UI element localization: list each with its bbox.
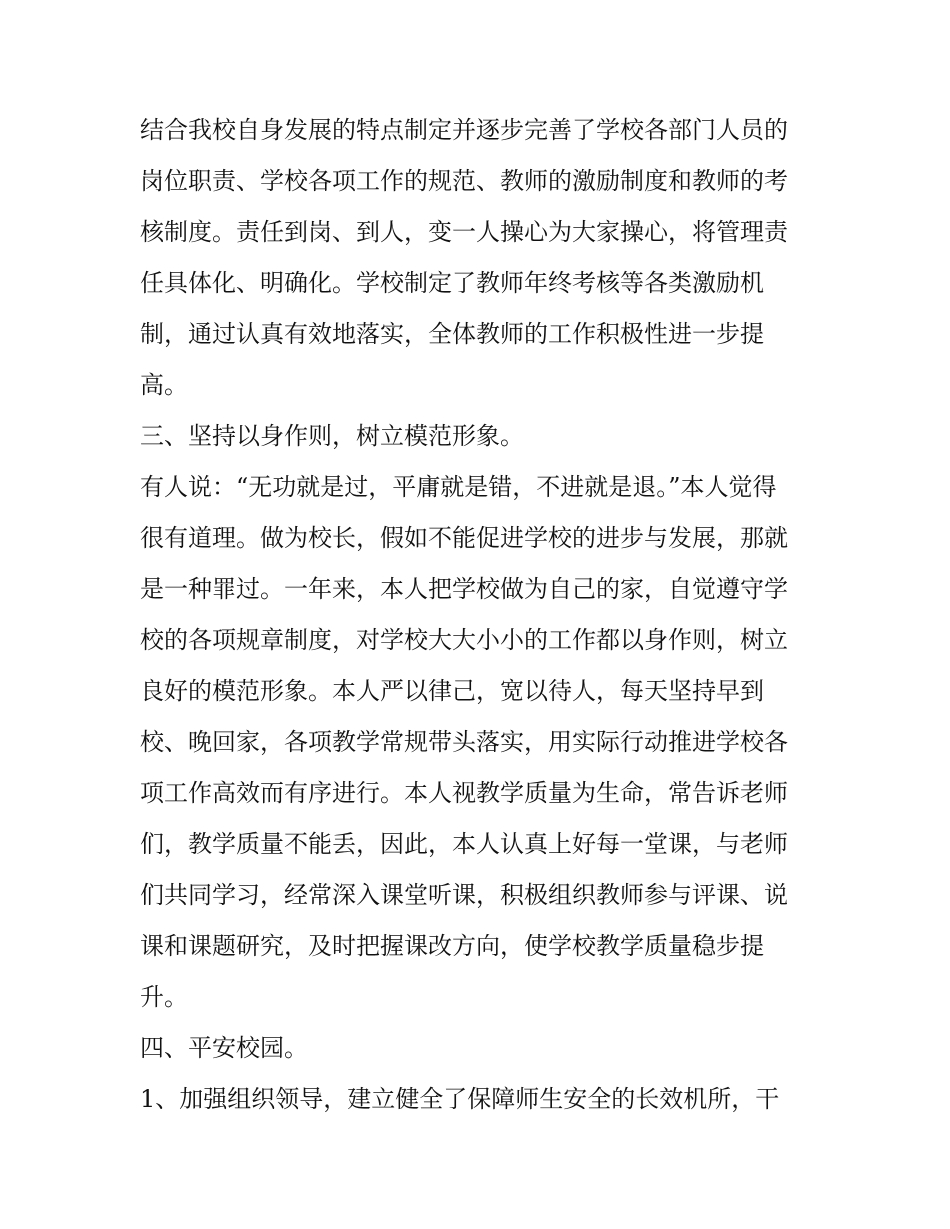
text-line-3: 核制度。责任到岗、到人，变一人操心为大家操心，将管理责 <box>140 218 788 246</box>
text-line-16: 们共同学习，经常深入课堂听课，积极组织教师参与评课、说 <box>140 881 788 909</box>
body-text <box>140 105 820 1125</box>
text-line-13: 校、晚回家，各项教学常规带头落实，用实际行动推进学校各 <box>140 728 788 756</box>
text-line-14: 项工作高效而有序进行。本人视教学质量为生命，常告诉老师 <box>140 779 788 807</box>
text-line-4: 任具体化、明确化。学校制定了教师年终考核等各类激励机 <box>140 269 764 297</box>
text-line-12: 良好的模范形象。本人严以律己，宽以待人，每天坚持早到 <box>140 677 764 705</box>
text-line-18: 升。 <box>140 983 188 1011</box>
text-line-15: 们，教学质量不能丢，因此，本人认真上好每一堂课，与老师 <box>140 830 788 858</box>
text-line-1: 结合我校自身发展的特点制定并逐步完善了学校各部门人员的 <box>140 116 788 144</box>
section-heading-4: 四、平安校园。 <box>140 1034 308 1062</box>
text-line-9: 很有道理。做为校长，假如不能促进学校的进步与发展，那就 <box>140 524 788 552</box>
text-line-8: 有人说：“无功就是过，平庸就是错，不进就是退。”本人觉得 <box>140 473 777 501</box>
section-heading-3: 三、坚持以身作则，树立模范形象。 <box>140 422 524 450</box>
text-line-2: 岗位职责、学校各项工作的规范、教师的激励制度和教师的考 <box>140 167 788 195</box>
text-line-10: 是一种罪过。一年来，本人把学校做为自己的家，自觉遵守学 <box>140 575 788 603</box>
text-line-17: 课和课题研究，及时把握课改方向，使学校教学质量稳步提 <box>140 932 764 960</box>
text-line-6: 高。 <box>140 371 188 399</box>
text-line-20: 1、加强组织领导，建立健全了保障师生安全的长效机所，干 <box>140 1085 780 1113</box>
text-line-11: 校的各项规章制度，对学校大大小小的工作都以身作则，树立 <box>140 626 788 654</box>
text-line-5: 制，通过认真有效地落实，全体教师的工作积极性进一步提 <box>140 320 764 348</box>
